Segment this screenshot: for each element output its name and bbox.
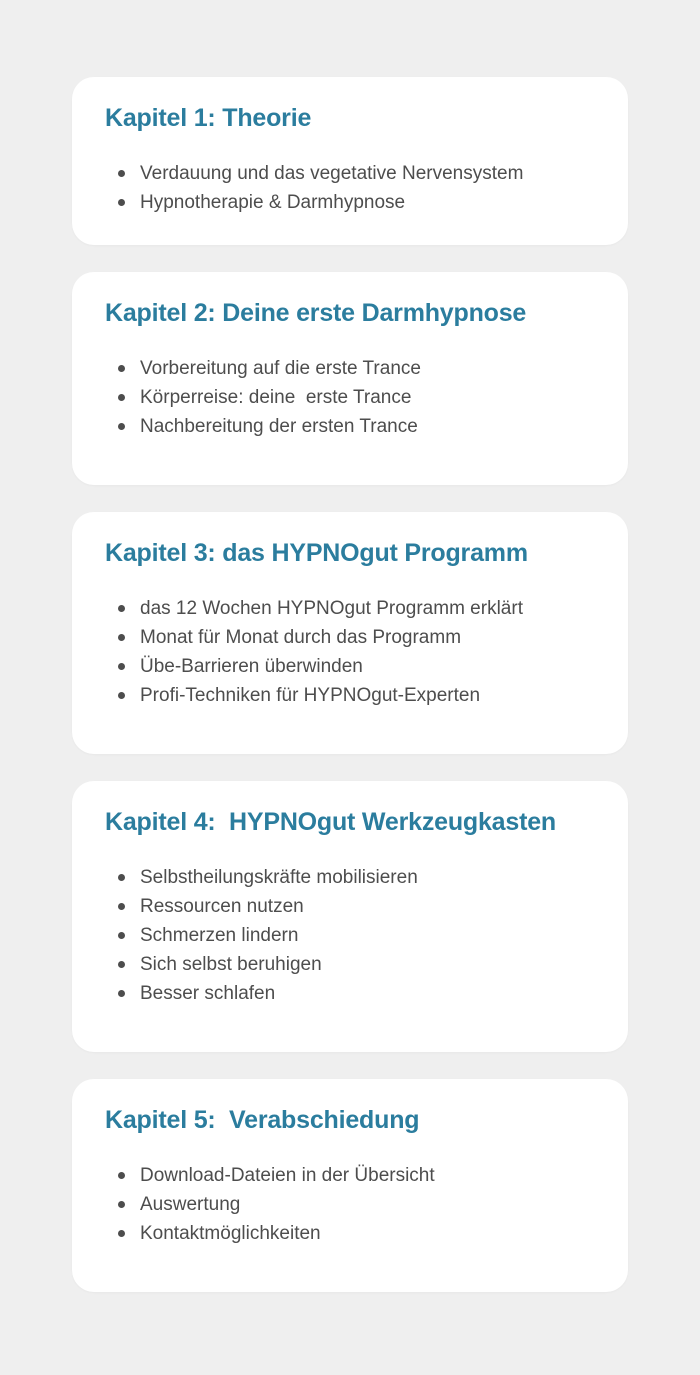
chapter-item-label: Download-Dateien in der Übersicht bbox=[140, 1165, 435, 1186]
chapter-item-label: Hypnotherapie & Darmhypnose bbox=[140, 192, 406, 213]
chapter-item-label: Ressourcen nutzen bbox=[140, 896, 304, 917]
chapter-item bbox=[105, 1219, 598, 1248]
bullet-icon bbox=[118, 199, 125, 206]
bullet-icon bbox=[118, 605, 125, 612]
bullet-icon bbox=[118, 634, 125, 641]
bullet-icon bbox=[118, 932, 125, 939]
chapter-item-label: Schmerzen lindern bbox=[140, 925, 299, 946]
chapter-item-label: Übe-Barrieren überwinden bbox=[140, 656, 363, 677]
chapter-item-label: Auswertung bbox=[140, 1194, 241, 1215]
chapter-item bbox=[105, 892, 598, 921]
chapter-item-label: Vorbereitung auf die erste Trance bbox=[140, 358, 421, 379]
chapter-item bbox=[105, 159, 598, 188]
chapter-item-list bbox=[105, 863, 598, 1008]
chapter-title: Kapitel 4: HYPNOgut Werkzeugkasten bbox=[105, 808, 556, 836]
bullet-icon bbox=[118, 1172, 125, 1179]
chapter-item-list bbox=[105, 1161, 598, 1248]
chapter-item bbox=[105, 594, 598, 623]
chapter-item bbox=[105, 979, 598, 1008]
bullet-icon bbox=[118, 423, 125, 430]
chapter-title: Kapitel 1: Theorie bbox=[105, 104, 312, 132]
bullet-icon bbox=[118, 365, 125, 372]
chapter-item bbox=[105, 188, 598, 217]
chapter-title: Kapitel 2: Deine erste Darmhypnose bbox=[105, 299, 527, 327]
bullet-icon bbox=[118, 990, 125, 997]
bullet-icon bbox=[118, 663, 125, 670]
bullet-icon bbox=[118, 1230, 125, 1237]
chapter-item-list bbox=[105, 159, 598, 217]
chapter-card bbox=[72, 77, 628, 245]
bullet-icon bbox=[118, 1201, 125, 1208]
chapter-item-label: Besser schlafen bbox=[140, 983, 276, 1004]
bullet-icon bbox=[118, 961, 125, 968]
bullet-icon bbox=[118, 874, 125, 881]
chapter-item-label: Nachbereitung der ersten Trance bbox=[140, 416, 418, 437]
chapter-item bbox=[105, 863, 598, 892]
chapter-title: Kapitel 3: das HYPNOgut Programm bbox=[105, 539, 528, 567]
bullet-icon bbox=[118, 692, 125, 699]
bullet-icon bbox=[118, 394, 125, 401]
chapter-item-label: Selbstheilungskräfte mobilisieren bbox=[140, 867, 418, 888]
chapter-card bbox=[72, 272, 628, 485]
bullet-icon bbox=[118, 170, 125, 177]
chapter-item bbox=[105, 681, 598, 710]
chapter-item bbox=[105, 412, 598, 441]
chapter-item-label: Sich selbst beruhigen bbox=[140, 954, 322, 975]
bullet-icon bbox=[118, 903, 125, 910]
chapter-title: Kapitel 5: Verabschiedung bbox=[105, 1106, 420, 1134]
chapter-item-list bbox=[105, 354, 598, 441]
chapter-card bbox=[72, 512, 628, 754]
chapter-item bbox=[105, 950, 598, 979]
chapter-item bbox=[105, 383, 598, 412]
chapter-item-label: Kontaktmöglichkeiten bbox=[140, 1223, 321, 1244]
chapter-card-list bbox=[72, 77, 628, 1292]
chapter-item-label: Verdauung und das vegetative Nervensystem bbox=[140, 163, 524, 184]
chapter-item-label: Profi-Techniken für HYPNOgut-Experten bbox=[140, 685, 481, 706]
chapter-item bbox=[105, 623, 598, 652]
chapter-card bbox=[72, 1079, 628, 1292]
chapter-item-label: das 12 Wochen HYPNOgut Programm erklärt bbox=[140, 598, 523, 619]
chapter-item-label: Monat für Monat durch das Programm bbox=[140, 627, 462, 648]
chapter-item bbox=[105, 921, 598, 950]
chapter-item bbox=[105, 652, 598, 681]
chapter-item-label: Körperreise: deine erste Trance bbox=[140, 387, 412, 408]
chapter-item-list bbox=[105, 594, 598, 710]
chapter-item bbox=[105, 1190, 598, 1219]
chapter-card bbox=[72, 781, 628, 1052]
chapter-item bbox=[105, 354, 598, 383]
chapter-item bbox=[105, 1161, 598, 1190]
